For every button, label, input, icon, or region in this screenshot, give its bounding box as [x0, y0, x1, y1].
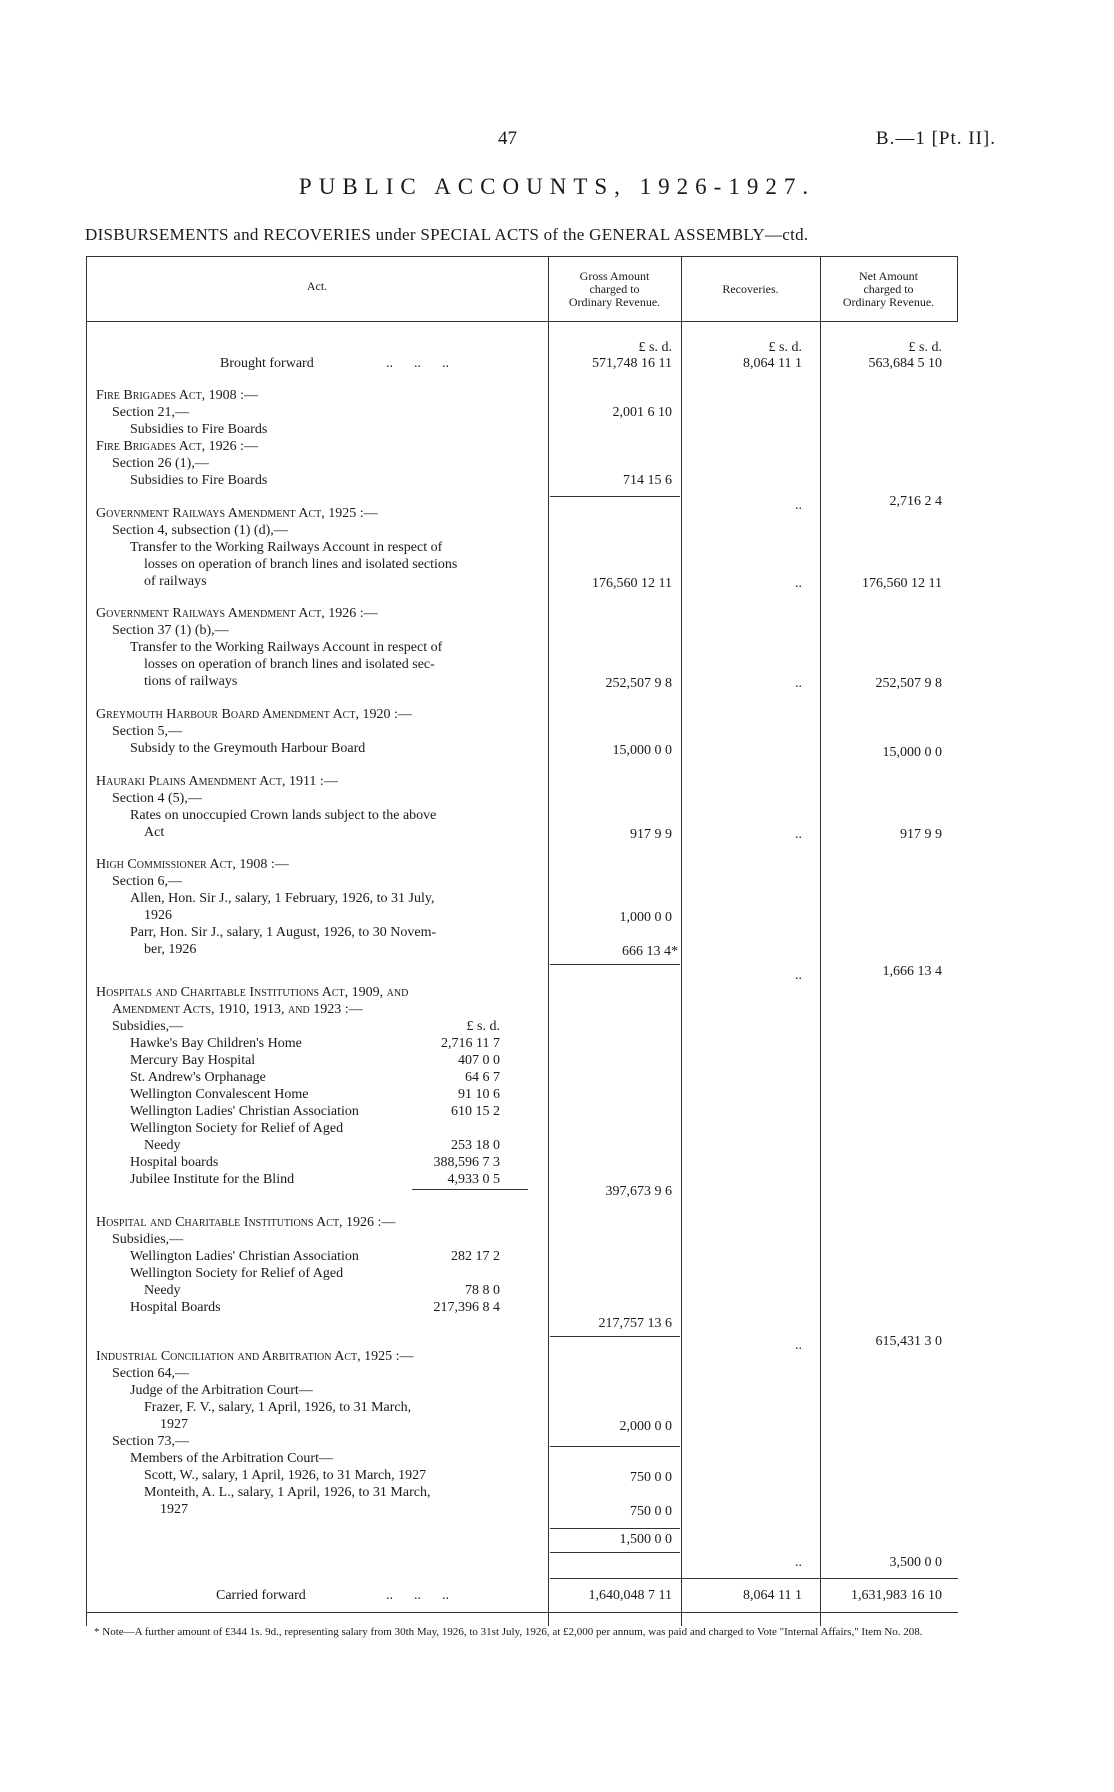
industrial-subtotal: 1,500 0 0 [619, 1532, 672, 1547]
gra-1925-line-2: losses on operation of branch lines and isolated sections [144, 557, 458, 572]
units-gross: £ s. d. [638, 340, 672, 355]
subsidy-name: Hawke's Bay Children's Home [130, 1036, 302, 1051]
subsidy-name: Needy [144, 1138, 181, 1153]
subsidy-name: Wellington Ladies' Christian Association [130, 1249, 359, 1264]
gra-1925-recoveries: .. [795, 576, 802, 591]
high-comm-amount-1: 1,000 0 0 [619, 910, 672, 925]
hospitals-recoveries: .. [795, 1338, 802, 1353]
hauraki-gross: 917 9 9 [630, 827, 672, 842]
inner-rule [550, 1446, 680, 1447]
table-top-rule [86, 256, 958, 257]
high-comm-amount-2: 666 13 4* [622, 944, 678, 959]
subsidy-amount: 78 8 0 [465, 1283, 500, 1298]
fire-amount-1: 2,001 6 10 [612, 405, 672, 420]
subsidy-amount: 253 18 0 [451, 1138, 500, 1153]
hospitals-1909-subsidies: Subsidies,— [112, 1019, 184, 1034]
industrial-amount-3: 750 0 0 [630, 1504, 672, 1519]
hospitals-1909-act-1: Hospitals and Charitable Institutions Act, 1909, and [96, 985, 409, 1000]
col-divider-2 [681, 256, 682, 1626]
page-title: PUBLIC ACCOUNTS, 1926-1927. [298, 174, 816, 199]
gra-1925-net: 176,560 12 11 [862, 576, 942, 591]
subsidy-amount: 64 6 7 [465, 1070, 500, 1085]
subsidy-name: Hospital boards [130, 1155, 219, 1170]
gra-1926-line-3: tions of railways [144, 674, 238, 689]
leader-dots: .. .. .. [386, 356, 449, 371]
high-comm-line-2: 1926 [144, 908, 172, 923]
header-bottom-rule [86, 321, 958, 322]
total-rule [550, 1578, 958, 1579]
subtotal-rule [550, 496, 680, 497]
header-net: Net Amount charged to Ordinary Revenue. [842, 269, 935, 309]
header-act: Act. [306, 279, 328, 293]
left-border [86, 256, 87, 1626]
gra-1926-net: 252,507 9 8 [875, 676, 942, 691]
industrial-judge: Judge of the Arbitration Court— [130, 1383, 313, 1398]
gra-1925-section: Section 4, subsection (1) (d),— [112, 523, 288, 538]
inner-rule [550, 1528, 680, 1529]
subtotal-rule [550, 1336, 680, 1337]
industrial-recoveries: .. [795, 1555, 802, 1570]
fire-recoveries: .. [795, 498, 802, 513]
carried-forward-label: Carried forward [216, 1588, 306, 1603]
greymouth-section: Section 5,— [112, 724, 182, 739]
subtotal-rule [550, 964, 680, 965]
subsidy-name: Needy [144, 1283, 181, 1298]
greymouth-gross: 15,000 0 0 [612, 743, 672, 758]
high-comm-act: High Commissioner Act, 1908 :— [96, 857, 289, 872]
right-border [957, 256, 958, 321]
gra-1925-act: Government Railways Amendment Act, 1925 :— [96, 506, 378, 521]
fire-act-1926: Fire Brigades Act, 1926 :— [96, 439, 259, 454]
inner-rule [412, 1189, 528, 1190]
high-comm-net: 1,666 13 4 [882, 964, 942, 979]
subsidy-amount: 217,396 8 4 [433, 1300, 500, 1315]
subtotal-rule [550, 1552, 680, 1553]
hauraki-act: Hauraki Plains Amendment Act, 1911 :— [96, 774, 338, 789]
high-comm-recoveries: .. [795, 968, 802, 983]
greymouth-act: Greymouth Harbour Board Amendment Act, 1920 :— [96, 707, 412, 722]
table-subtitle: DISBURSEMENTS and RECOVERIES under SPECIAL ACTS of the GENERAL ASSEMBLY—ctd. [85, 225, 809, 244]
document-reference: B.—1 [Pt. II]. [875, 128, 996, 149]
hospitals-net: 615,431 3 0 [875, 1334, 942, 1349]
fire-amount-2: 714 15 6 [623, 473, 672, 488]
subsidy-name: St. Andrew's Orphanage [130, 1070, 266, 1085]
gra-1926-gross: 252,507 9 8 [605, 676, 672, 691]
brought-forward-label: Brought forward [220, 356, 314, 371]
hauraki-recoveries: .. [795, 827, 802, 842]
gra-1926-line-1: Transfer to the Working Railways Account in respect of [130, 640, 443, 655]
hauraki-net: 917 9 9 [900, 827, 942, 842]
hauraki-line-1: Rates on unoccupied Crown lands subject to the above [130, 808, 437, 823]
industrial-line-5: 1927 [160, 1502, 188, 1517]
page-number: 47 [498, 128, 517, 149]
industrial-line-2: 1927 [160, 1417, 188, 1432]
brought-forward-net: 563,684 5 10 [868, 356, 942, 371]
hospitals-1909-gross: 397,673 9 6 [605, 1184, 672, 1199]
subsidy-amount: 407 0 0 [458, 1053, 500, 1068]
high-comm-line-4: ber, 1926 [144, 942, 197, 957]
subsidy-amount: 2,716 11 7 [441, 1036, 500, 1051]
header-gross: Gross Amount charged to Ordinary Revenue. [568, 269, 661, 309]
col-divider-1 [548, 256, 549, 1626]
high-comm-line-3: Parr, Hon. Sir J., salary, 1 August, 1926, to 30 Novem- [130, 925, 437, 940]
hospitals-1926-act: Hospital and Charitable Institutions Act, 1926 :— [96, 1215, 396, 1230]
industrial-line-1: Frazer, F. V., salary, 1 April, 1926, to 31 March, [144, 1400, 412, 1415]
col-divider-3 [820, 256, 821, 1626]
footnote: * Note—A further amount of £344 1s. 9d., representing salary from 30th May, 1926, to 31st July, 1926, at £2,000 per annum, was paid and charged to Vote "Internal Affairs," Item No. 208. [94, 1626, 923, 1638]
gra-1925-gross: 176,560 12 11 [592, 576, 672, 591]
gra-1926-line-2: losses on operation of branch lines and isolated sec- [144, 657, 435, 672]
units-recoveries: £ s. d. [768, 340, 802, 355]
units-net: £ s. d. [908, 340, 942, 355]
fire-item-1: Subsidies to Fire Boards [130, 422, 268, 437]
subsidy-name: Jubilee Institute for the Blind [130, 1172, 295, 1187]
subsidy-amount: 388,596 7 3 [433, 1155, 500, 1170]
header-recoveries: Recoveries. [722, 282, 779, 296]
subsidy-amount: 91 10 6 [458, 1087, 500, 1102]
hauraki-line-2: Act [144, 825, 165, 840]
hospitals-1926-gross: 217,757 13 6 [598, 1316, 672, 1331]
subsidy-amount: 282 17 2 [451, 1249, 500, 1264]
greymouth-net: 15,000 0 0 [882, 745, 942, 760]
gra-1925-line-1: Transfer to the Working Railways Account in respect of [130, 540, 443, 555]
subsidy-name: Wellington Convalescent Home [130, 1087, 309, 1102]
hospitals-1909-act-2: Amendment Acts, 1910, 1913, and 1923 :— [112, 1002, 363, 1017]
fire-item-2: Subsidies to Fire Boards [130, 473, 268, 488]
fire-net: 2,716 2 4 [889, 494, 942, 509]
subsidy-amount: 610 15 2 [451, 1104, 500, 1119]
fire-section-26: Section 26 (1),— [112, 456, 209, 471]
industrial-amount-1: 2,000 0 0 [619, 1419, 672, 1434]
fire-section-21: Section 21,— [112, 405, 189, 420]
greymouth-line-1: Subsidy to the Greymouth Harbour Board [130, 741, 366, 756]
industrial-section-64: Section 64,— [112, 1366, 189, 1381]
gra-1926-act: Government Railways Amendment Act, 1926 :— [96, 606, 378, 621]
subsidy-name: Wellington Society for Relief of Aged [130, 1121, 344, 1136]
subsidy-amount: 4,933 0 5 [447, 1172, 500, 1187]
high-comm-section: Section 6,— [112, 874, 182, 889]
carried-forward-recoveries: 8,064 11 1 [743, 1588, 802, 1603]
gra-1926-section: Section 37 (1) (b),— [112, 623, 229, 638]
brought-forward-gross: 571,748 16 11 [592, 356, 672, 371]
industrial-line-4: Monteith, A. L., salary, 1 April, 1926, to 31 March, [144, 1485, 431, 1500]
hauraki-section: Section 4 (5),— [112, 791, 202, 806]
industrial-members: Members of the Arbitration Court— [130, 1451, 333, 1466]
subsidy-name: Mercury Bay Hospital [130, 1053, 256, 1068]
fire-act-1908: Fire Brigades Act, 1908 :— [96, 388, 259, 403]
carried-forward-gross: 1,640,048 7 11 [588, 1588, 672, 1603]
subsidy-name: Hospital Boards [130, 1300, 221, 1315]
subsidy-name: Wellington Society for Relief of Aged [130, 1266, 344, 1281]
industrial-amount-2: 750 0 0 [630, 1470, 672, 1485]
gra-1925-line-3: of railways [144, 574, 207, 589]
carried-forward-net: 1,631,983 16 10 [851, 1588, 942, 1603]
industrial-line-3: Scott, W., salary, 1 April, 1926, to 31 March, 1927 [144, 1468, 427, 1483]
gra-1926-recoveries: .. [795, 676, 802, 691]
hospitals-1926-subsidies: Subsidies,— [112, 1232, 184, 1247]
industrial-act: Industrial Conciliation and Arbitration Act, 1925 :— [96, 1349, 414, 1364]
table-bottom-rule [86, 1612, 958, 1613]
high-comm-line-1: Allen, Hon. Sir J., salary, 1 February, 1926, to 31 July, [130, 891, 435, 906]
industrial-section-73: Section 73,— [112, 1434, 189, 1449]
brought-forward-recoveries: 8,064 11 1 [743, 356, 802, 371]
hospitals-1909-units: £ s. d. [466, 1019, 500, 1034]
leader-dots: .. .. .. [386, 1588, 449, 1603]
subsidy-name: Wellington Ladies' Christian Association [130, 1104, 359, 1119]
industrial-net: 3,500 0 0 [889, 1555, 942, 1570]
